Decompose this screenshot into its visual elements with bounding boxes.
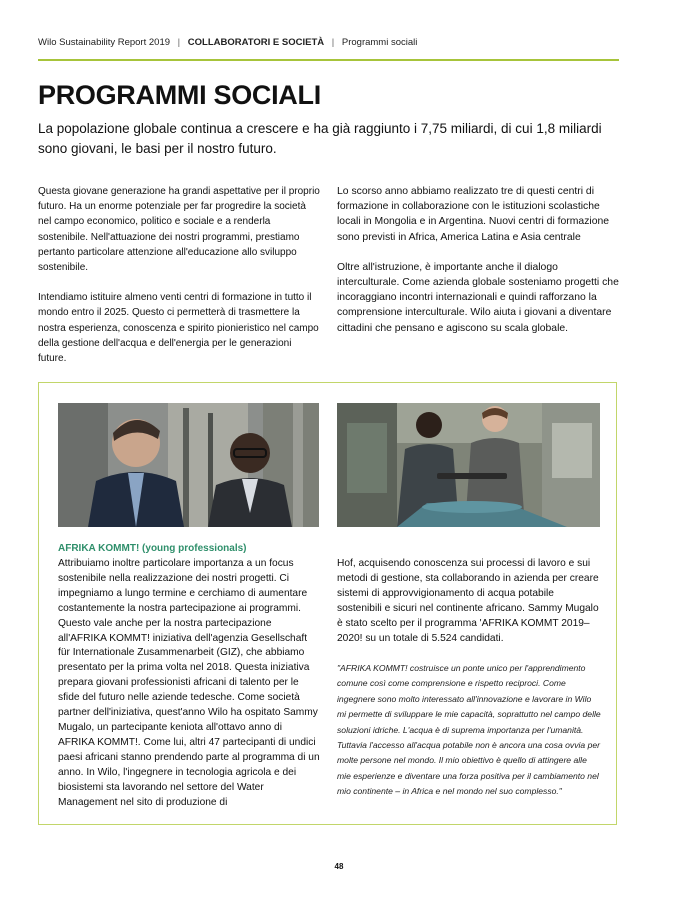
lead-paragraph: La popolazione globale continua a crescere e ha già raggiunto i 7,75 miliardi, di cui 1,8 miliardi sono giovani, le basi per il nostro futuro. [38, 121, 602, 156]
photo-workshop [337, 403, 600, 527]
box-right-text: Hof, acquisendo conoscenza sui processi di lavoro e sui metodi di gestione, sta collaborando in azienda per creare sistemi di approvvigionamento di acqua potabile sostenibili e sicuri nel continente africano. Sammy Mugalo è stato scelto per il programma 'AFRIKA KOMMT 2019–2020! su un totale di 5.524 candidati. [337, 558, 599, 644]
header-rule [38, 59, 619, 61]
left-column [38, 184, 320, 381]
box-right-column [337, 557, 601, 646]
photo-workshop-image [337, 403, 600, 527]
right-paragraph-1: Lo scorso anno abbiamo realizzato tre di questi centri di formazione in collaborazione con le istituzioni scolastiche locali in Mongolia e in Argentina. Nuovi centri di formazione sono previsti in Africa, America Latina e Asia centrale [337, 186, 610, 243]
header-separator: | [331, 37, 335, 48]
box-left-column [58, 557, 320, 810]
page-number: 48 [334, 862, 344, 871]
right-column [337, 184, 620, 351]
box-heading: AFRIKA KOMMT! (young professionals) [58, 543, 247, 554]
report-name: Wilo Sustainability Report 2019 [38, 37, 171, 48]
running-header [38, 37, 417, 48]
section-name: COLLABORATORI E SOCIETÀ [187, 37, 325, 48]
page-title: PROGRAMMI SOCIALI [38, 80, 321, 110]
header-separator: | [177, 37, 181, 48]
left-paragraph-1: Questa giovane generazione ha grandi aspettative per il proprio futuro. Ha un enorme potenziale per far progredire la società nel campo economico, politico e sociale e a renderla sostenibile. Nell'attuazione dei nostri programmi, prestiamo pertanto particolare attenzione all'educazione allo sviluppo sostenibile. [38, 186, 320, 274]
box-left-text: Attribuiamo inoltre particolare importanza a un focus sostenibile nella realizzazione dei nostri progetti. Ci impegniamo a lungo termine e cerchiamo di aumentare costantemente la nostra partecipazione ai programmi. Questo vale anche per la nostra partecipazione all'AFRIKA KOMMT! iniziativa dell'agenzia Gesellschaft für Internationale Zusammenarbeit (GIZ), che abbiamo presentato per la prima volta nel 2018. Questa iniziativa prepara giovani professionisti africani di talento per le sfide del futuro nelle aziende tedesche. Come società partner dell'iniziativa, quest'anno Wilo ha ospitato Sammy Mugalo, un partecipante keniota all'ottavo anno di AFRIKA KOMMT!. Come lui, altri 47 partecipanti di undici paesi africani stanno prendendo parte al programma di un anno. In Wilo, l'ingegnere in tecnologia agricola e dei biosistemi sta lavorando nel settore del Water Management nel sito di produzione di [58, 558, 320, 808]
photo-meeting-image [58, 403, 319, 527]
left-paragraph-2: Intendiamo istituire almeno venti centri di formazione in tutto il mondo entro il 2025. Questo ci permetterà di trasmettere la nostra esperienza, conoscenza e spirito pionieristico nel campo della gestione dell'acqua e dell'energia per le generazioni future. [38, 292, 319, 365]
subsection-name: Programmi sociali [341, 37, 418, 48]
right-paragraph-2: Oltre all'istruzione, è importante anche il dialogo interculturale. Come azienda globale sosteniamo progetti che incoraggiano incontri internazionali e quindi rafforzano la comprensione interculturale. Wilo aiuta i giovani a diventare cittadini che pensano e agiscono su scala globale. [337, 261, 619, 334]
photo-meeting [58, 403, 319, 527]
testimonial-quote: "AFRIKA KOMMT! costruisce un ponte unico per l'apprendimento comune così come comprensione e rispetto reciproci. Come ingegnere sono molto interessato all'innovazione e lavorare in Wilo mi permette di sviluppare le mie capacità, soprattutto nel campo delle soluzioni idriche. L'acqua è di suprema importanza per l'umanità. Tuttavia l'accesso all'acqua potabile non è ancora una cosa ovvia per molte persone nel mondo. Il mio obiettivo è quello di attingere alle mie esperienze e diventare una forza positiva per il cambiamento nel mio continente – in Africa e nel mondo nel suo complesso." [337, 663, 601, 797]
